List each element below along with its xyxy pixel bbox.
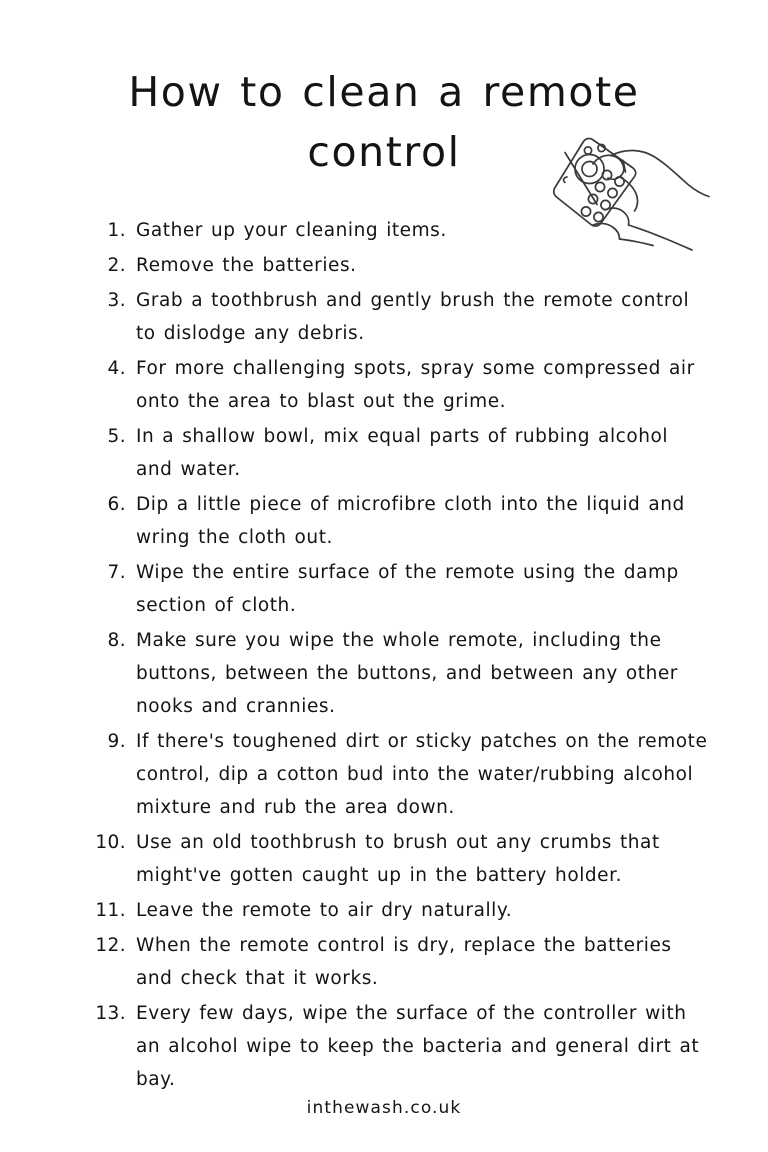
list-item xyxy=(0,556,768,622)
remote-button-top-left xyxy=(584,147,591,154)
curled-finger-upper xyxy=(605,208,629,225)
remote-button-4 xyxy=(608,188,617,197)
step-text: If there's toughened dirt or sticky patches on the remote control, dip a cotton bud into the water/rubbing alcohol mixture and rub the area down. xyxy=(136,731,708,818)
list-item xyxy=(0,826,768,892)
footer xyxy=(0,1098,768,1118)
step-number: 6. xyxy=(107,494,126,515)
remote-button-3 xyxy=(595,182,604,191)
step-text: Make sure you wipe the whole remote, including the buttons, between the buttons, and between any other nooks and crannies. xyxy=(136,630,678,717)
steps-list xyxy=(0,214,768,1098)
step-text: Dip a little piece of microfibre cloth into the liquid and wring the cloth out. xyxy=(136,494,685,548)
list-item xyxy=(0,284,768,350)
remote-edge-line xyxy=(565,153,597,205)
hand-bottom-outline xyxy=(629,225,693,250)
step-text: Every few days, wipe the surface of the controller with an alcohol wipe to keep the bacteria and general dirt at bay. xyxy=(136,1003,700,1090)
list-item xyxy=(0,249,768,282)
list-item xyxy=(0,725,768,824)
step-number: 4. xyxy=(107,358,126,379)
step-text: Wipe the entire surface of the remote using the damp section of cloth. xyxy=(136,562,679,616)
remote-button-8 xyxy=(594,212,603,221)
step-number: 11. xyxy=(95,900,126,921)
step-number: 2. xyxy=(107,255,126,276)
wrist-lower-line xyxy=(620,239,654,246)
list-item xyxy=(0,624,768,723)
step-number: 1. xyxy=(107,220,126,241)
list-item xyxy=(0,894,768,927)
site-credit: inthewash.co.uk xyxy=(306,1098,462,1118)
step-number: 5. xyxy=(107,426,126,447)
step-text: Gather up your cleaning items. xyxy=(136,220,447,241)
remote-dpad-inner xyxy=(582,162,597,177)
list-item xyxy=(0,420,768,486)
page-title-line-2: control xyxy=(307,128,461,176)
remote-dpad-outer xyxy=(575,155,604,184)
step-text: Use an old toothbrush to brush out any crumbs that might've gotten caught up in the battery holder. xyxy=(136,832,660,886)
list-item xyxy=(0,929,768,995)
step-text: Grab a toothbrush and gently brush the remote control to dislodge any debris. xyxy=(136,290,690,344)
list-item xyxy=(0,352,768,418)
step-number: 3. xyxy=(107,290,126,311)
step-number: 7. xyxy=(107,562,126,583)
step-text: When the remote control is dry, replace the batteries and check that it works. xyxy=(136,935,672,989)
step-text: Remove the batteries. xyxy=(136,255,357,276)
remote-button-7 xyxy=(581,207,590,216)
list-item xyxy=(0,997,768,1096)
remote-side-nub xyxy=(564,177,567,183)
step-text: For more challenging spots, spray some compressed air onto the area to blast out the grime. xyxy=(136,358,695,412)
list-item xyxy=(0,488,768,554)
page-title-line-1: How to clean a remote xyxy=(128,68,640,116)
step-number: 12. xyxy=(95,935,126,956)
step-number: 9. xyxy=(107,731,126,752)
step-text: In a shallow bowl, mix equal parts of rubbing alcohol and water. xyxy=(136,426,669,480)
step-number: 8. xyxy=(107,630,126,651)
step-number: 10. xyxy=(95,832,126,853)
step-text: Leave the remote to air dry naturally. xyxy=(136,900,513,921)
step-number: 13. xyxy=(95,1003,126,1024)
hand-holding-remote-icon xyxy=(541,128,717,253)
